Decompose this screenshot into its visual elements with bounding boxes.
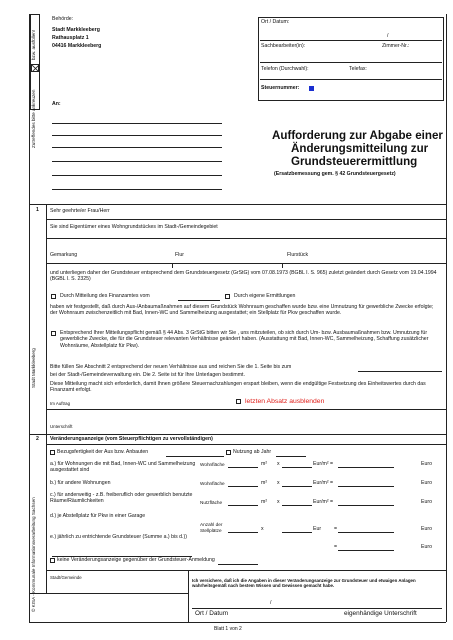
ort-datum-label: Ort / Datum	[195, 610, 229, 617]
page-bottom-border	[29, 622, 446, 623]
option-bezugsfertig: Bezugsfertigkeit der Aus bzw. Anbauten	[57, 449, 149, 455]
row-a-m2: m²	[261, 461, 268, 467]
col-flurstueck: Flurstück	[287, 252, 309, 258]
row-c-m2: m²	[261, 499, 268, 505]
recipient-line-6[interactable]	[52, 189, 222, 190]
paragraph-deadline-b: bei der Stadt-/Gemeindeverwaltung ein. Die 2. Seite ist für Ihre Unterlagen bestimmt.	[50, 372, 245, 378]
hide-last-paragraph-label[interactable]: letzten Absatz ausblenden	[245, 398, 325, 405]
row-c-result-input[interactable]	[338, 505, 394, 506]
row-a-label: a.) für Wohnungen die mit Bad, Innen-WC und Sammelheizung ausgestattet sind	[50, 461, 196, 474]
title-line-1: Aufforderung zur Abgabe einer	[272, 129, 443, 142]
im-auftrag-rule	[46, 409, 446, 410]
title-line-2: Änderungsmitteilung zur	[291, 142, 429, 155]
section1-number: 1	[36, 207, 39, 213]
row-c-x: x	[277, 499, 280, 505]
row-e-euro: Euro	[421, 544, 432, 550]
section2-number: 2	[36, 436, 39, 442]
signature-caption: eigenhändige Unterschrift	[344, 610, 417, 617]
deadline-line[interactable]	[358, 371, 442, 372]
row-c-rate-unit: Eur/m² =	[313, 499, 334, 505]
finanzamt-date-line[interactable]	[178, 300, 220, 301]
row-c-label: c.) für anderweitig - z.B. freiberuflich oder gewerblich benutzte Räume/Räumlichkeiten	[50, 492, 193, 505]
owner-text: Sie sind Eigentümer eines Wohngrundstückes im Stadt-/Gemeindegebiet	[50, 224, 218, 230]
section2-bottom-rule	[46, 570, 446, 571]
greeting: Sehr geehrte/er Frau/Herr	[50, 208, 110, 214]
row-a-unit-label: Wohnfläche	[200, 462, 225, 467]
declaration-divider	[188, 570, 189, 622]
place-date-slash: /	[387, 33, 389, 39]
row-c-unit-label: Nutzfläche	[200, 500, 223, 505]
phone-label: Telefon (Durchwahl):	[261, 66, 309, 72]
signature-label: Unterschrift	[50, 424, 73, 429]
row-b-rate-unit: Eur/m² =	[313, 480, 334, 486]
paragraph-deadline: Bitte füllen Sie Abschnitt 2 entsprechend der neuen Verhältnisse aus und reichen Sie die 1. Seite bis zum	[50, 364, 292, 370]
row-b-result-input[interactable]	[338, 486, 394, 487]
checkbox-eigene[interactable]	[225, 294, 230, 299]
page-right-border	[446, 14, 447, 622]
row-d-euro: Euro	[421, 526, 432, 532]
phone-line[interactable]	[260, 79, 442, 80]
place-date-label: Ort / Datum:	[261, 19, 290, 25]
row-a-rate-unit: Eur/m² =	[313, 461, 334, 467]
row-c-rate-input[interactable]	[282, 505, 312, 506]
row-d-label: d.) je Abstellplatz für Pkw in einer Garage	[50, 513, 146, 519]
row-d-unit-label: Anzahl der Stellplätze	[200, 522, 223, 533]
option-mitteilungspflicht: Entsprechend Ihrer Mitteilungspflicht gemäß § 44 Abs. 3 GrStG bitten wir Sie , uns mitzuteilen, ob sich durch Um- bzw. Ausbaumaßnahmen bzw. Umnutzung für gewerbliche Zwecke, die für die Grundsteuer relevanten Verhältnisse geändert haben. (Ausstattung mit Bad, Innen-WC, Sammelheizung, Schaffung zusätzlicher Wohnräume, Abstellplatz für Pkw).	[60, 330, 429, 349]
row-e-eq: =	[334, 544, 338, 550]
room-label: Zimmer-Nr.:	[382, 43, 410, 49]
signature-line[interactable]	[192, 608, 442, 609]
stadt-gemeinde-rule	[29, 593, 188, 594]
row-a-area-input[interactable]	[228, 467, 258, 468]
page-footer: Blatt 1 von 2	[214, 626, 242, 632]
paragraph-found: haben wir festgestellt, daß durch Aus-/Anbaumaßnahmen auf diesem Grundstück Wohnraum geschaffen wurde bzw. eine Umnutzung für gewerbliche Zwecke erfolgte; der Wohnraum zwischenzeitlich mit Bad, Innen-WC und Sammelheizung ausgestattet; ein Stellplatz für Pkw geschaffen wurde.	[50, 304, 434, 317]
row-d-count-input[interactable]	[228, 532, 258, 533]
title-line-3: Grundsteuerermittlung	[291, 155, 418, 168]
declaration-text: Ich versichere, daß ich die Angaben in dieser Veränderungsanzeige zur Grundsteuer und etwaigen Anlagen wahrheitsgemäß nach bestem Wissen und Gewissen gemacht habe.	[192, 578, 416, 589]
recipient-label: An:	[52, 101, 61, 107]
place-date-line[interactable]	[260, 40, 442, 41]
parcel-tick-1	[172, 263, 173, 268]
checkbox-nutzung[interactable]	[226, 450, 231, 455]
bezugsfertig-line[interactable]	[166, 456, 224, 457]
checkbox-mitteilungspflicht[interactable]	[51, 331, 56, 336]
row-b-m2: m²	[261, 480, 268, 486]
row-c-area-input[interactable]	[228, 505, 258, 506]
paragraph-law: und unterliegen daher der Grundsteuer entsprechend dem Grundsteuergesetz (GrStG) vom 07.08.1973 (BGBL I. S. 965) zuletzt geändert durch Gesetz vom 19.04.1994 (BGBL I. S. 2325)	[50, 270, 437, 283]
paragraph-purpose: Diese Mitteilung macht sich erforderlich, damit Ihnen größere Steuernachzahlungen erspart bleiben, wenn die endgültige Festsetzung des Einheitswertes durch das Finanzamt erfolgt.	[50, 381, 426, 394]
col-gemarkung: Gemarkung	[50, 252, 78, 258]
row-b-euro: Euro	[421, 480, 432, 486]
col-flur: Flur	[175, 252, 184, 258]
municipality-line[interactable]	[46, 238, 446, 239]
option-keine: keine Veränderungsanzeige gegenüber der Grundsteuer-Anmeldung	[57, 557, 215, 563]
row-d-x: x	[261, 526, 264, 532]
row-d-rate-unit: Eur	[313, 526, 322, 532]
authority-name: Stadt Markkleeberg	[52, 27, 100, 33]
section2-header: Veränderungsanzeige (vom Steuerpflichtigen zu vervollständigen)	[50, 436, 213, 442]
row-a-x: x	[277, 461, 280, 467]
checkbox-keine[interactable]	[50, 558, 55, 563]
im-auftrag: Im Auftrag	[50, 401, 71, 406]
row-e-label: e.) jährlich zu entrichtende Grundsteuer (Summe a.) bis d.))	[50, 534, 187, 540]
recipient-line-3[interactable]	[52, 147, 222, 148]
fax-label: Telefax:	[349, 66, 367, 72]
recipient-line-5[interactable]	[52, 175, 222, 176]
row-b-rate-input[interactable]	[282, 486, 312, 487]
keine-line[interactable]	[218, 564, 258, 565]
clerk-line[interactable]	[260, 62, 442, 63]
tax-number-field[interactable]	[309, 86, 314, 91]
authority-label: Behörde:	[52, 16, 74, 22]
authority-city: 04416 Markkleeberg	[52, 43, 102, 49]
checkbox-bezugsfertig[interactable]	[50, 450, 55, 455]
row-a-rate-input[interactable]	[282, 467, 312, 468]
row-a-result-input[interactable]	[338, 467, 394, 468]
cross-icon	[32, 65, 39, 72]
recipient-line-1[interactable]	[52, 123, 222, 124]
signature-slash: /	[270, 600, 272, 606]
recipient-line-4[interactable]	[52, 161, 222, 162]
sidebar-hint-2: bzw. ausfüllen!	[31, 29, 36, 60]
section1-top-rule	[29, 204, 446, 205]
title-subtitle: (Ersatzbemessung gem. § 42 Grundsteuergesetz)	[274, 171, 396, 177]
row-d-result-input[interactable]	[338, 532, 394, 533]
checkbox-hide-last[interactable]	[236, 399, 241, 404]
parcel-line[interactable]	[46, 263, 446, 264]
tax-number-label: Steuernummer:	[261, 85, 300, 91]
section2-top-rule	[29, 434, 446, 435]
greeting-line[interactable]	[46, 219, 446, 220]
row-b-x: x	[277, 480, 280, 486]
row-c-euro: Euro	[421, 499, 432, 505]
stadt-gemeinde-label: Stadt/Gemeinde	[50, 575, 82, 580]
option-nutzung: Nutzung ab Jahr	[233, 449, 272, 455]
row-d-rate-input[interactable]	[282, 532, 312, 533]
envelope-checkbox[interactable]	[31, 64, 39, 72]
parcel-tick-2	[282, 263, 283, 268]
clerk-label: Sachbearbeiter(in):	[261, 43, 306, 49]
sidebar-city: Stadt Markkleeberg	[31, 348, 36, 388]
row-e-result-input[interactable]	[338, 550, 394, 551]
option-finanzamt-label: Durch Mitteilung des Finanzamtes vom	[60, 293, 150, 299]
row-d-eq: =	[334, 526, 338, 532]
authority-street: Rathausplatz 1	[52, 35, 89, 41]
checkbox-finanzamt[interactable]	[51, 294, 56, 299]
row-b-area-input[interactable]	[228, 486, 258, 487]
recipient-line-2[interactable]	[52, 135, 222, 136]
sidebar-hint-1: Zutreffendes bitte ankreuzen	[31, 89, 36, 148]
row-b-unit-label: Wohnfläche	[200, 481, 225, 486]
section2-header-rule	[46, 444, 446, 445]
row-a-euro: Euro	[421, 461, 432, 467]
nutzung-year-line[interactable]	[276, 456, 306, 457]
option-eigene-label: Durch eigene Ermittlungen	[234, 293, 296, 299]
sidebar-copyright: © KISA - Kommunale Informationsverarbeitung Sachsen	[31, 497, 36, 612]
row-b-label: b.) für andere Wohnungen	[50, 480, 111, 486]
